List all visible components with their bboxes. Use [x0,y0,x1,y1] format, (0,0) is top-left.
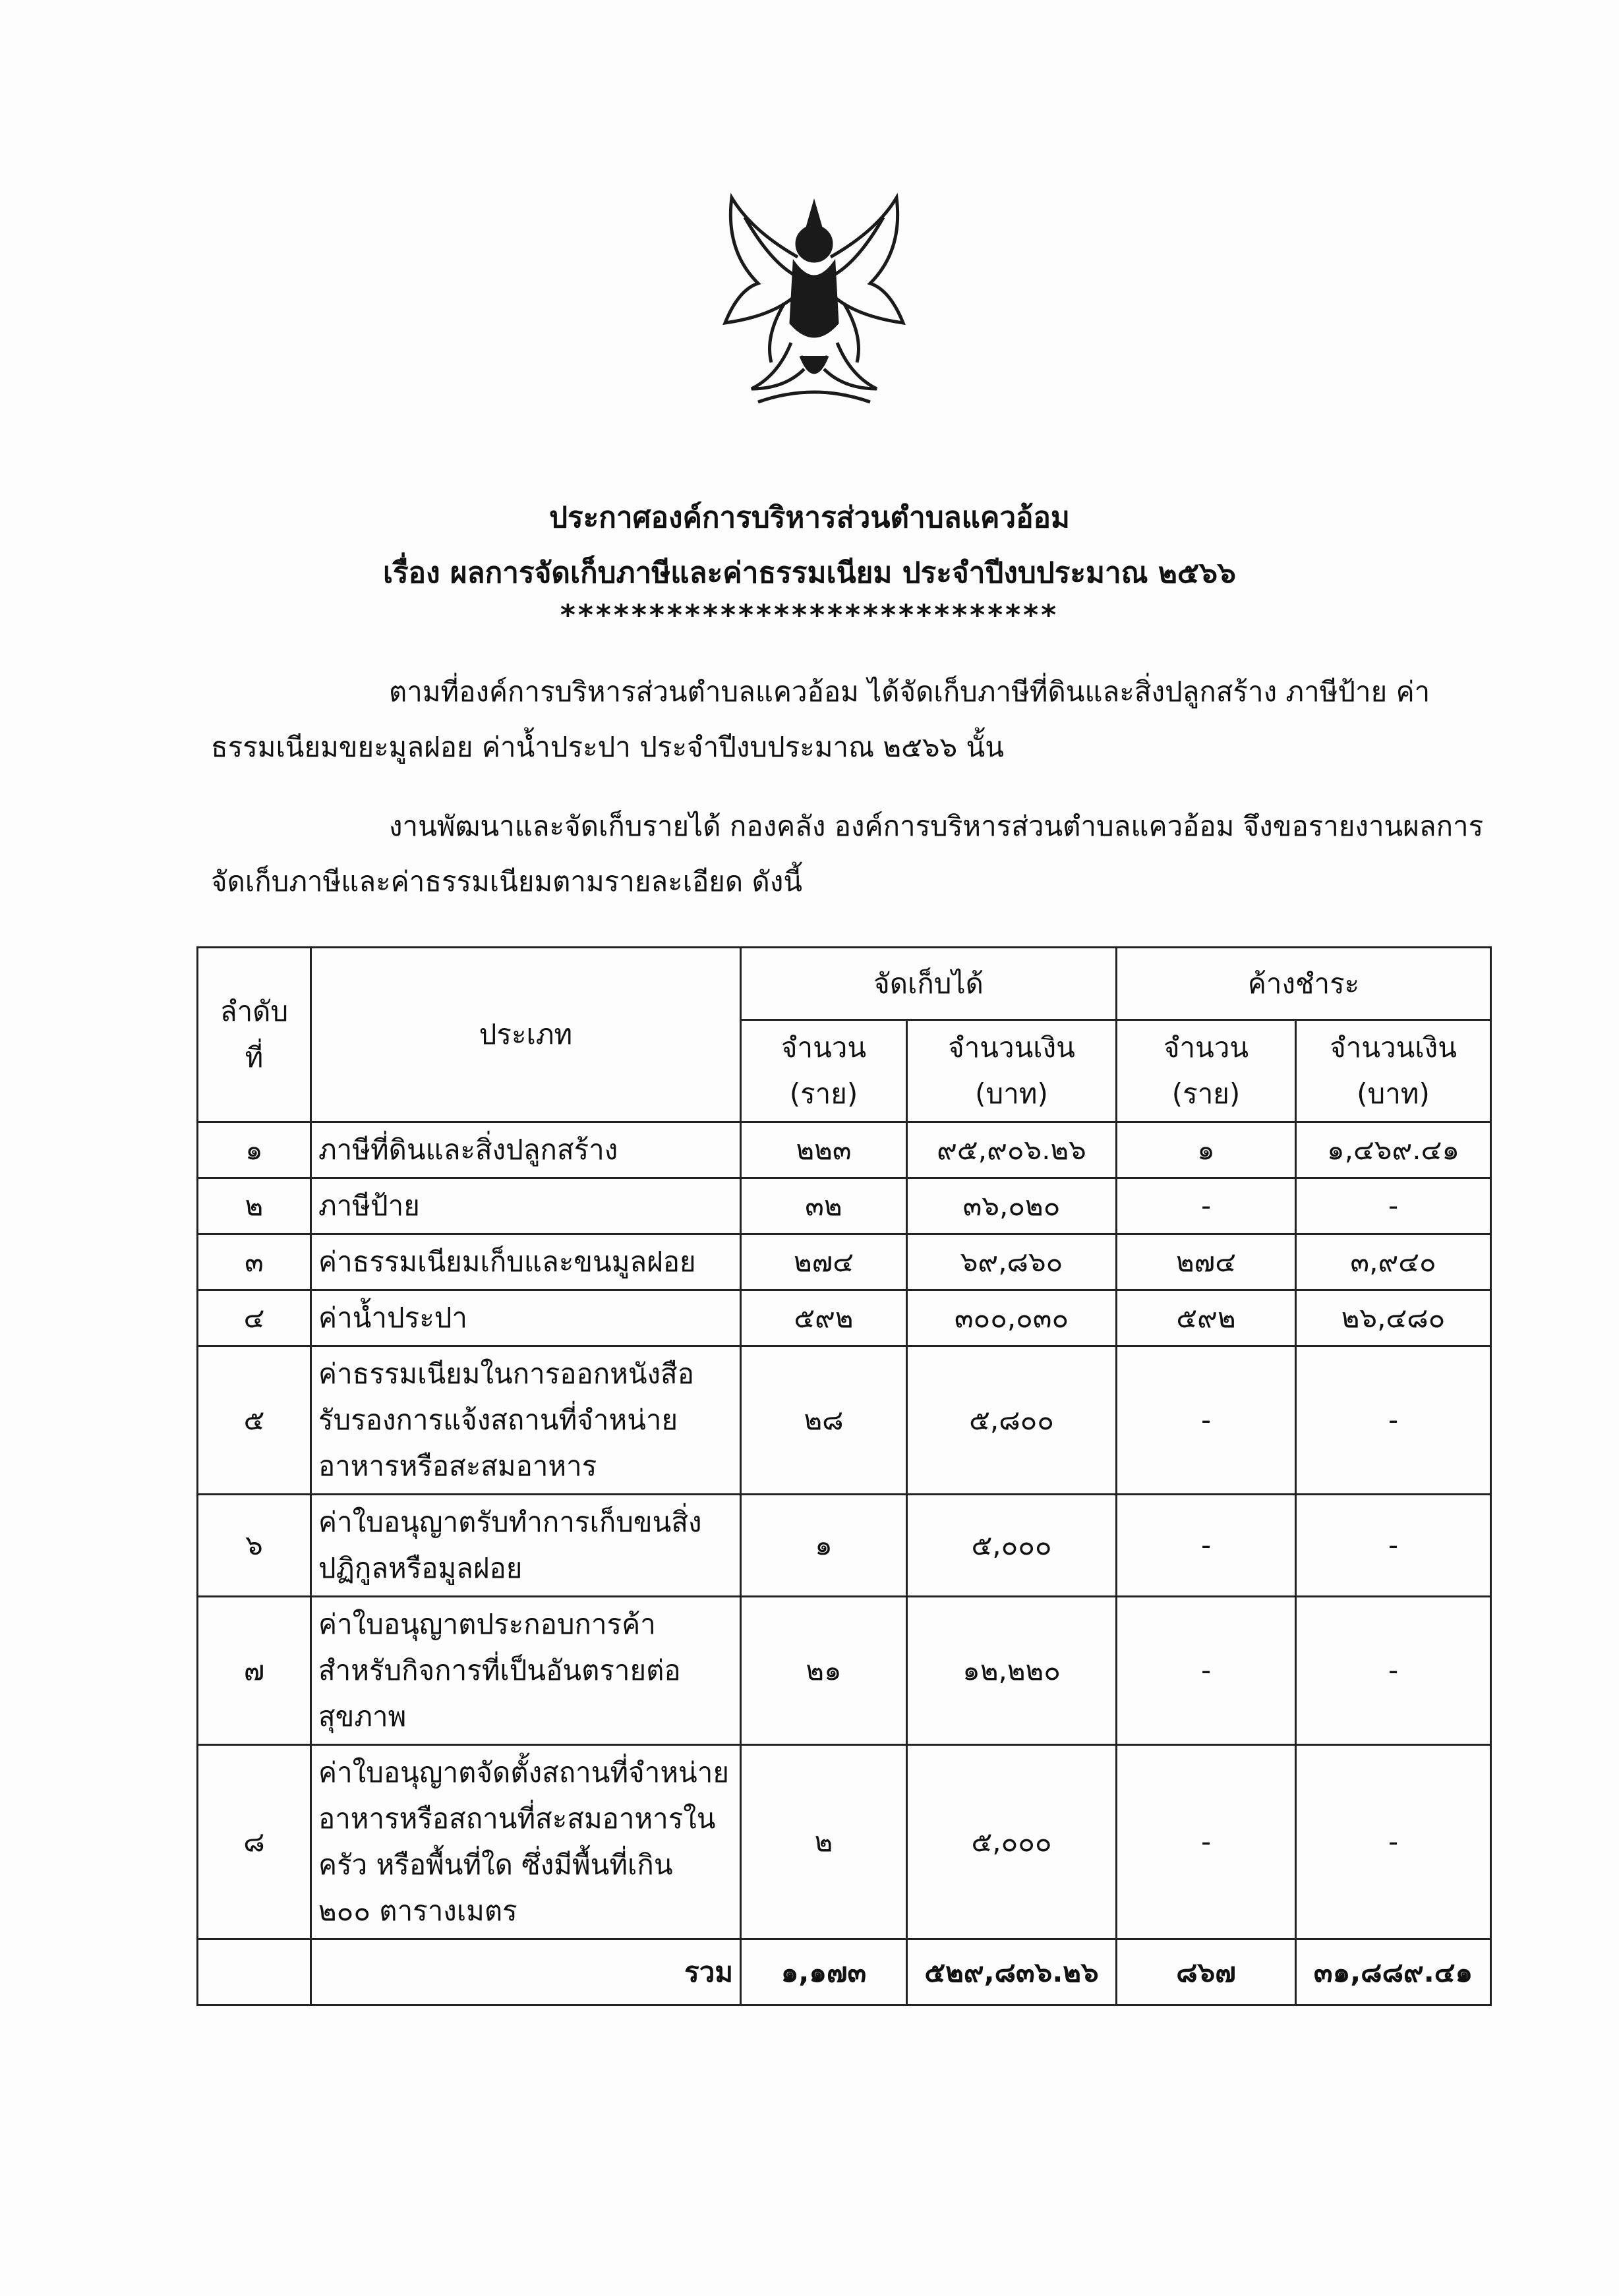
intro-text: ตามที่องค์การบริหารส่วนตำบลแควอ้อม ได้จัดเก็บภาษีที่ดินและสิ่งปลูกสร้าง ภาษีป้าย ค่าธรรมเนียมขยะมูลฝอย ค่าน้ำประปา ประจำปีงบประมาณ ๒๕๖๖ นั้น [211,675,1430,763]
row-no: ๓ [198,1234,311,1290]
row-collected-amount: ๖๙,๘๖๐ [907,1234,1117,1290]
row-type-line: สำหรับกิจการที่เป็นอันตรายต่อ [318,1654,681,1686]
row-type [311,1178,741,1234]
table-row [198,1290,1491,1346]
row-no: ๗ [198,1597,311,1745]
row-collected-count: ๒๒๓ [741,1122,907,1178]
total-outstanding-amount: ๓๑,๘๘๙.๔๑ [1296,1939,1491,2005]
table-row [198,1597,1491,1745]
row-type [311,1122,741,1178]
row-outstanding-count: - [1117,1346,1296,1495]
total-row [198,1939,1491,2005]
total-outstanding-count: ๘๖๗ [1117,1939,1296,2005]
row-type-line: รับรองการแจ้งสถานที่จำหน่าย [318,1404,678,1436]
header-collected: จัดเก็บได้ [741,948,1117,1020]
row-collected-amount: ๓๐๐,๐๓๐ [907,1290,1117,1346]
row-no: ๔ [198,1290,311,1346]
title-separator: **************************** [560,598,1059,632]
row-no: ๘ [198,1745,311,1939]
row-type-line: อาหารหรือสถานที่สะสมอาหารใน [318,1802,716,1835]
revenue-table [196,946,1492,2006]
row-type [311,1346,741,1495]
header-collected-count: จำนวน (ราย) [741,1020,907,1122]
header-outstanding: ค้างชำระ [1117,948,1491,1020]
header-collected-amount: จำนวนเงิน (บาท) [907,1020,1117,1122]
row-collected-count: ๓๒ [741,1178,907,1234]
row-collected-count: ๒ [741,1745,907,1939]
row-outstanding-amount: - [1296,1495,1491,1597]
row-type-line: สุขภาพ [318,1700,407,1733]
row-outstanding-count: - [1117,1495,1296,1597]
row-collected-count: ๒๘ [741,1346,907,1495]
row-no: ๑ [198,1122,311,1178]
table-row [198,1346,1491,1495]
table-row [198,1495,1491,1597]
row-type [311,1234,741,1290]
row-type-line: ภาษีป้าย [318,1190,420,1222]
header-outstanding-amount: จำนวนเงิน (บาท) [1296,1020,1491,1122]
total-label: รวม [311,1939,741,2005]
row-type-line: ค่าน้ำประปา [318,1302,467,1334]
row-type-line: ๒๐๐ ตารางเมตร [318,1895,517,1927]
row-type [311,1745,741,1939]
row-outstanding-amount: ๒๖,๔๘๐ [1296,1290,1491,1346]
header-type: ประเภท [311,948,741,1122]
row-outstanding-count: - [1117,1597,1296,1745]
row-collected-count: ๕๙๒ [741,1290,907,1346]
row-type-line: ค่าใบอนุญาตประกอบการค้า [318,1608,656,1640]
row-outstanding-count: ๕๙๒ [1117,1290,1296,1346]
row-outstanding-amount: ๑,๔๖๙.๔๑ [1296,1122,1491,1178]
row-no: ๕ [198,1346,311,1495]
total-collected-count: ๑,๑๗๓ [741,1939,907,2005]
announcement-title: ประกาศองค์การบริหารส่วนตำบลแควอ้อม [549,501,1070,534]
row-outstanding-count: - [1117,1178,1296,1234]
table-row [198,1122,1491,1178]
row-collected-count: ๒๗๔ [741,1234,907,1290]
row-type-line: อาหารหรือสะสมอาหาร [318,1450,597,1482]
row-collected-amount: ๕,๐๐๐ [907,1495,1117,1597]
row-type-line: ค่าธรรมเนียมในการออกหนังสือ [318,1358,694,1390]
row-collected-count: ๑ [741,1495,907,1597]
table-row [198,1178,1491,1234]
row-type-line: ค่าใบอนุญาตรับทำการเก็บขนสิ่ง [318,1506,702,1538]
row-type [311,1495,741,1597]
row-outstanding-amount: ๓,๙๔๐ [1296,1234,1491,1290]
row-outstanding-count: ๑ [1117,1122,1296,1178]
row-type-line: ปฏิกูลหรือมูลฝอย [318,1552,523,1584]
table-header-row [198,948,1491,1020]
row-collected-amount: ๑๒,๒๒๐ [907,1597,1117,1745]
row-no: ๖ [198,1495,311,1597]
row-collected-amount: ๙๕,๙๐๖.๒๖ [907,1122,1117,1178]
report-paragraph [211,799,1490,909]
row-collected-count: ๒๑ [741,1597,907,1745]
row-no: ๒ [198,1178,311,1234]
report-text: งานพัฒนาและจัดเก็บรายได้ กองคลัง องค์การบริหารส่วนตำบลแควอ้อม จึงขอรายงานผลการ จัดเก็บภาษีและค่าธรรมเนียมตามรายละเอียด ดังนี้ [211,810,1484,898]
intro-paragraph [211,664,1490,775]
total-empty-cell [198,1939,311,2005]
header-outstanding-count: จำนวน (ราย) [1117,1020,1296,1122]
row-type [311,1290,741,1346]
row-collected-amount: ๕,๐๐๐ [907,1745,1117,1939]
row-outstanding-amount: - [1296,1597,1491,1745]
total-collected-amount: ๕๒๙,๘๓๖.๒๖ [907,1939,1117,2005]
table-body [198,1122,1491,1939]
table-row [198,1745,1491,1939]
row-type-line: ค่าใบอนุญาตจัดตั้งสถานที่จำหน่าย [318,1756,729,1789]
row-outstanding-count: ๒๗๔ [1117,1234,1296,1290]
row-type-line: ภาษีที่ดินและสิ่งปลูกสร้าง [318,1134,618,1166]
row-collected-amount: ๓๖,๐๒๐ [907,1178,1117,1234]
row-outstanding-amount: - [1296,1346,1491,1495]
row-type [311,1597,741,1745]
row-outstanding-amount: - [1296,1745,1491,1939]
garuda-emblem-icon [712,191,916,422]
header-no: ลำดับ ที่ [198,948,311,1122]
row-collected-amount: ๕,๘๐๐ [907,1346,1117,1495]
row-type-line: ครัว หรือพื้นที่ใด ซึ่งมีพื้นที่เกิน [318,1849,673,1881]
row-type-line: ค่าธรรมเนียมเก็บและขนมูลฝอย [318,1246,696,1278]
row-outstanding-count: - [1117,1745,1296,1939]
row-outstanding-amount: - [1296,1178,1491,1234]
table-row [198,1234,1491,1290]
announcement-subject: เรื่อง ผลการจัดเก็บภาษีและค่าธรรมเนียม ประจำปีงบประมาณ ๒๕๖๖ [383,556,1236,590]
